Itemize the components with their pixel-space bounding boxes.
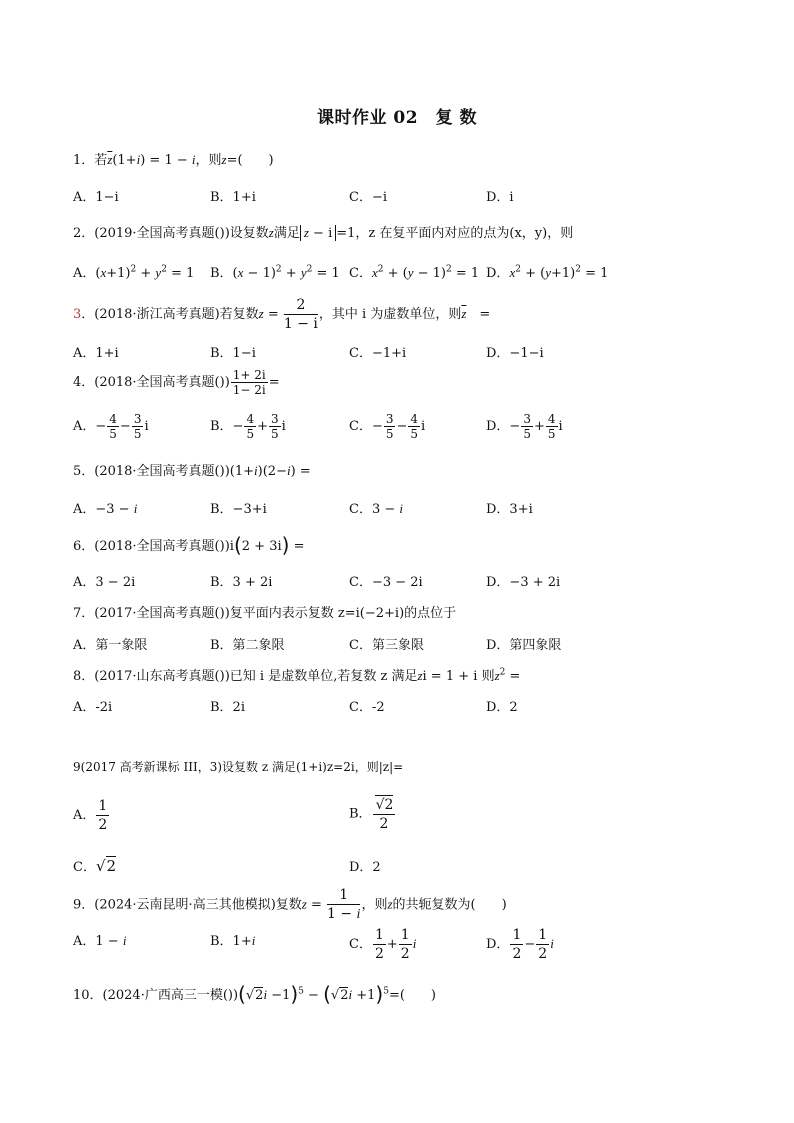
option-c: C．3 − i bbox=[349, 501, 404, 517]
q10-prefix: 10．(2024·广西高三一模()) bbox=[73, 988, 239, 1003]
question-8: 8．(2017·山东高考真题())已知 i 是虚数单位,若复数 z 满足zi = 1 + i 则$z^2$ = bbox=[73, 667, 521, 684]
option-b: B．2i bbox=[210, 700, 245, 715]
q1-mid: ，则 bbox=[195, 153, 222, 168]
q5-prefix: 5．(2018·全国高考真题()) bbox=[73, 464, 230, 479]
option-d: D．i bbox=[486, 190, 514, 205]
q2-mid: 满足 bbox=[273, 226, 300, 241]
question-4-options bbox=[73, 412, 733, 441]
option-a: A．-2i bbox=[73, 700, 113, 715]
q1-tail: =( ) bbox=[226, 153, 274, 168]
option-a: A．1−i bbox=[73, 190, 119, 205]
q10-tail: =( ) bbox=[388, 988, 436, 1003]
question-1: 1．若$\overline{z}(1+i) = 1 - i$，则z=( ) bbox=[73, 152, 274, 168]
option-c: C．-2 bbox=[349, 700, 385, 715]
q2-rest: ，z 在复平面内对应的点为(x，y)，则 bbox=[355, 226, 574, 241]
option-a: A．−3 − i bbox=[73, 501, 138, 517]
option-b: B．−3+i bbox=[210, 502, 267, 517]
q1-z-bar: $\overline{z}$ bbox=[107, 152, 113, 167]
option-d: D．3+i bbox=[486, 502, 533, 517]
option-c: C．√2 bbox=[73, 857, 117, 875]
question-2-options bbox=[73, 262, 733, 286]
page-title: 课时作业 02 复 数 bbox=[317, 108, 477, 128]
question-10: 10．(2024·广西高三一模$())(√2i -1)^5 - (√2i +1)^5=$( ) bbox=[73, 982, 436, 1006]
q4-prefix: 4．(2018·全国高考真题()) bbox=[73, 375, 230, 390]
q2-prefix: 2．(2019·全国高考真题())设复数 bbox=[73, 226, 269, 241]
q9b-prefix: 9．(2024·云南昆明·高三其他模拟)复数 bbox=[73, 897, 302, 913]
question-3-options bbox=[73, 342, 733, 366]
option-d: D．−1−i bbox=[486, 346, 544, 361]
question-9a-options-row1 bbox=[73, 795, 733, 839]
option-b: B．第二象限 bbox=[210, 638, 285, 653]
question-5: 5．(2018·全国高考真题())(1+i)(2−i) = bbox=[73, 463, 311, 479]
option-c: C．−i bbox=[349, 190, 387, 205]
question-3: 3．(2018·浙江高考真题)若复数z = $\frac{2}{1 - i}$ ，其中 i 为虚数单位，则$\overline{z}$ = bbox=[73, 297, 491, 332]
q3-fraction: $\frac{2}{1 - i}$ bbox=[283, 297, 318, 332]
option-a: A．$(x+1)^2 + y^2 = 1$ bbox=[73, 264, 195, 281]
q3-number: 3 bbox=[73, 307, 82, 322]
option-a: A．1 − i bbox=[73, 933, 127, 949]
q6-prefix: 6．(2018·全国高考真题()) bbox=[73, 539, 230, 554]
option-a: A．− $\frac{4}{5}$ − $\frac{3}{5}$ i bbox=[73, 412, 149, 441]
option-c: C．−1+i bbox=[349, 346, 407, 361]
option-a: A．第一象限 bbox=[73, 638, 148, 653]
option-c: C．−3 − 2i bbox=[349, 575, 423, 590]
option-d: D．− $\frac{3}{5}$ + $\frac{4}{5}$ i bbox=[486, 412, 563, 441]
option-b: B．1+i bbox=[210, 190, 256, 205]
option-d: D．$x^2 + (y+1)^2 = 1$ bbox=[486, 264, 609, 281]
option-a: A． $\frac{1}{2}$ bbox=[73, 798, 108, 833]
q4-fraction: $\frac{1+ 2i}{1- 2i}$ bbox=[232, 368, 266, 397]
option-d: D．2 bbox=[486, 700, 518, 715]
question-7: 7．(2017·全国高考真题())复平面内表示复数 z=i(−2+i)的点位于 bbox=[73, 606, 457, 621]
question-2: 2．(2019·全国高考真题())设复数z满足 z − i =1，z 在复平面内对应的点为(x，y)，则 bbox=[73, 225, 574, 241]
question-7-options bbox=[73, 634, 733, 658]
option-a: A．1+i bbox=[73, 346, 119, 361]
option-c: C．$x^2 + (y - 1)^2 = 1$ bbox=[349, 264, 480, 281]
option-d: D．第四象限 bbox=[486, 638, 562, 653]
q3-rest: ，其中 i 为虚数单位，则 bbox=[318, 307, 462, 322]
option-c: C．− $\frac{3}{5}$ − $\frac{4}{5}$ i bbox=[349, 412, 426, 441]
option-b: B．1+i bbox=[210, 933, 256, 949]
option-b: B．1−i bbox=[210, 346, 256, 361]
q9b-fraction: $\frac{1}{1 - i}$ bbox=[327, 887, 361, 922]
question-4: 4．(2018·全国高考真题()) $\frac{1+ 2i}{1- 2i}$ = bbox=[73, 368, 280, 397]
option-b: B．3 + 2i bbox=[210, 575, 273, 590]
q9b-rest: ，则 bbox=[361, 897, 388, 913]
option-d: D．−3 + 2i bbox=[486, 575, 561, 590]
question-6-options bbox=[73, 571, 733, 595]
option-b: B．− $\frac{4}{5}$ + $\frac{3}{5}$ i bbox=[210, 412, 286, 441]
question-6: 6．(2018·全国高考真题())i(2 + 3i) = bbox=[73, 533, 305, 557]
option-d: D． $\frac{1}{2}$ − $\frac{1}{2}$ i bbox=[486, 927, 554, 962]
q3-prefix: ．(2018·浙江高考真题)若复数 bbox=[81, 307, 259, 322]
option-a: A．3 − 2i bbox=[73, 575, 136, 590]
question-9b: 9．(2024·云南昆明·高三其他模拟)复数z = $\frac{1}{1 - i}$ ，则z的共轭复数为( ) bbox=[73, 887, 507, 922]
q9b-rest2: 的共轭复数为( ) bbox=[392, 897, 507, 913]
option-b: B． $\frac{√2}{2}$ bbox=[349, 797, 394, 832]
option-c: C．第三象限 bbox=[349, 638, 424, 653]
option-d: D．2 bbox=[349, 860, 381, 875]
q8-prefix: 8．(2017·山东高考真题())已知 i 是虚数单位,若复数 z 满足 bbox=[73, 669, 418, 684]
question-9b-options bbox=[73, 927, 733, 962]
option-c: C． $\frac{1}{2}$ + $\frac{1}{2}$ i bbox=[349, 927, 417, 962]
question-8-options bbox=[73, 696, 733, 720]
q8-rest: 则 bbox=[481, 669, 495, 684]
q1-prefix: 1．若 bbox=[73, 153, 108, 168]
q2-abs: z − i bbox=[300, 225, 336, 241]
question-9a-options-row2 bbox=[73, 856, 733, 880]
question-9a: 9(2017 高考新课标 III，3)设复数 z 满足(1+i)z=2i，则|z|= bbox=[73, 760, 404, 774]
option-b: B．$(x - 1)^2 + y^2 = 1$ bbox=[210, 264, 340, 281]
question-5-options bbox=[73, 498, 733, 522]
question-1-options bbox=[73, 186, 733, 210]
